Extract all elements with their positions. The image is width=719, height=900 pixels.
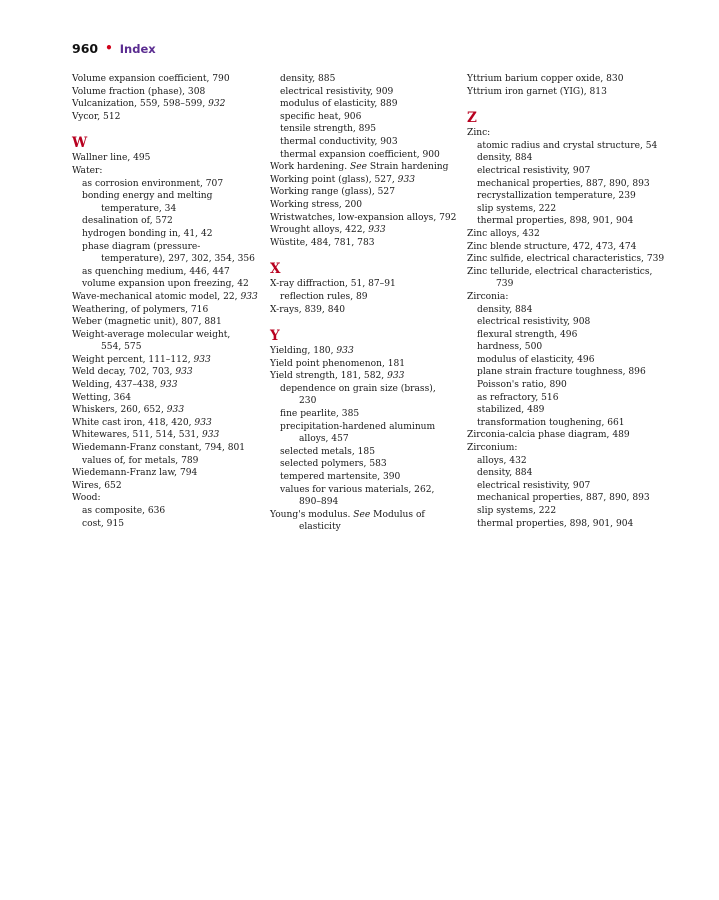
index-subentry: hardness, 500 [477, 342, 543, 353]
index-entry: Wrought alloys, 422, 933 [270, 225, 386, 236]
index-continuation: temperature, 34 [101, 203, 177, 214]
index-subentry: phase diagram (pressure- [82, 241, 201, 252]
index-subentry: thermal properties, 898, 901, 904 [477, 518, 634, 529]
index-entry: Young's modulus. See Modulus of [270, 509, 425, 520]
index-subentry: thermal expansion coefficient, 900 [280, 149, 440, 160]
index-subentry: thermal properties, 898, 901, 904 [477, 216, 634, 227]
index-entry: Weight-average molecular weight, [72, 329, 231, 340]
index-entry: Wristwatches, low-expansion alloys, 792 [270, 212, 457, 223]
index-entry: Zirconia: [467, 291, 509, 302]
index-entry: Zirconia-calcia phase diagram, 489 [467, 430, 630, 441]
index-subentry: volume expansion upon freezing, 42 [82, 279, 249, 290]
index-subentry: electrical resistivity, 909 [280, 86, 394, 97]
section-title: Index [119, 42, 156, 56]
index-entry: Yield point phenomenon, 181 [270, 358, 406, 369]
index-subentry: fine pearlite, 385 [280, 409, 360, 420]
index-subentry: bonding energy and melting [82, 191, 213, 202]
index-subentry: values of, for metals, 789 [82, 455, 199, 466]
index-entry: Vycor, 512 [72, 111, 121, 122]
index-column-2 [270, 73, 457, 534]
index-subentry: thermal conductivity, 903 [280, 136, 398, 147]
index-entry: Yielding, 180, 933 [270, 346, 354, 357]
index-entry: Yttrium barium copper oxide, 830 [467, 74, 624, 84]
index-entry: X-rays, 839, 840 [270, 304, 346, 315]
index-entry: Yield strength, 181, 582, 933 [270, 371, 405, 382]
index-entry: Working stress, 200 [270, 199, 363, 210]
bullet-separator: • [105, 41, 113, 55]
index-subentry: transformation toughening, 661 [477, 417, 625, 428]
index-entry: Water: [72, 165, 103, 176]
index-subentry: modulus of elasticity, 496 [477, 354, 595, 365]
index-entry: Zirconium: [467, 443, 518, 454]
index-entry: Wave-mechanical atomic model, 22, 933 [72, 291, 258, 302]
index-letter-heading: Y [270, 328, 280, 345]
index-entry: Zinc blende structure, 472, 473, 474 [467, 241, 637, 252]
index-subentry: selected metals, 185 [280, 446, 375, 457]
index-letter-heading: X [270, 261, 281, 278]
index-subentry: values for various materials, 262, [280, 484, 435, 495]
index-subentry: density, 884 [477, 153, 533, 164]
index-subentry: flexural strength, 496 [477, 329, 578, 340]
index-column-1 [72, 73, 258, 530]
index-subentry: Poisson's ratio, 890 [477, 380, 567, 391]
index-subentry: density, 884 [477, 468, 533, 479]
index-subentry: reflection rules, 89 [280, 291, 368, 302]
index-entry: Weathering, of polymers, 716 [72, 304, 209, 315]
index-subentry: recrystallization temperature, 239 [477, 191, 636, 202]
index-entry: Zinc telluride, electrical characteristics, [467, 266, 653, 277]
index-subentry: mechanical properties, 887, 890, 893 [477, 178, 650, 189]
index-continuation: 739 [496, 279, 514, 290]
index-subentry: electrical resistivity, 908 [477, 317, 591, 328]
index-subentry: modulus of elasticity, 889 [280, 99, 398, 110]
index-subentry: slip systems, 222 [477, 506, 557, 516]
index-subentry: specific heat, 906 [280, 111, 362, 122]
index-column-3 [467, 73, 665, 530]
index-entry: Weber (magnetic unit), 807, 881 [72, 317, 222, 328]
index-subentry: precipitation-hardened aluminum [280, 421, 436, 432]
index-entry: Vulcanization, 559, 598–599, 932 [72, 99, 226, 110]
index-subentry: slip systems, 222 [477, 203, 557, 214]
index-entry: Work hardening. See Strain hardening [270, 162, 449, 173]
page-header [72, 41, 156, 56]
index-subentry: selected polymers, 583 [280, 459, 387, 470]
page-number: 960 [72, 41, 99, 56]
index-subentry: stabilized, 489 [477, 405, 545, 416]
index-subentry: electrical resistivity, 907 [477, 165, 591, 176]
index-entry: Volume expansion coefficient, 790 [72, 74, 230, 84]
index-entry: Wiedemann-Franz law, 794 [72, 468, 198, 479]
index-continuation: 554, 575 [101, 342, 142, 353]
index-entry: White cast iron, 418, 420, 933 [72, 417, 212, 428]
index-continuation: 230 [299, 396, 317, 407]
index-subentry: tempered martensite, 390 [280, 472, 401, 483]
index-entry: Wetting, 364 [72, 392, 132, 403]
index-subentry: density, 885 [280, 74, 336, 84]
index-entry: Zinc alloys, 432 [467, 228, 540, 239]
index-entry: Wires, 652 [72, 480, 122, 491]
index-subentry: atomic radius and crystal structure, 54 [477, 140, 658, 151]
index-subentry: dependence on grain size (brass), [280, 383, 436, 394]
index-entry: Working point (glass), 527, 933 [270, 174, 416, 185]
index-continuation: temperature), 297, 302, 354, 356 [101, 254, 255, 265]
index-entry: Wood: [72, 493, 101, 504]
index-entry: Zinc: [467, 128, 491, 139]
index-subentry: as composite, 636 [82, 506, 166, 516]
index-entry: Whitewares, 511, 514, 531, 933 [72, 430, 220, 441]
index-entry: Working range (glass), 527 [270, 187, 395, 198]
index-continuation: elasticity [299, 522, 341, 533]
index-subentry: plane strain fracture toughness, 896 [477, 367, 646, 378]
index-entry: Yttrium iron garnet (YIG), 813 [467, 86, 607, 97]
index-subentry: hydrogen bonding in, 41, 42 [82, 228, 213, 239]
index-subentry: mechanical properties, 887, 890, 893 [477, 493, 650, 504]
index-continuation: 890–894 [299, 497, 339, 508]
index-entry: Wüstite, 484, 781, 783 [270, 237, 375, 248]
index-subentry: tensile strength, 895 [280, 124, 377, 135]
index-entry: X-ray diffraction, 51, 87–91 [270, 279, 396, 290]
index-subentry: cost, 915 [82, 518, 125, 529]
index-letter-heading: W [72, 135, 88, 152]
index-entry: Weight percent, 111–112, 933 [72, 354, 211, 365]
index-letter-heading: Z [467, 110, 477, 127]
index-entry: Weld decay, 702, 703, 933 [72, 367, 193, 378]
index-entry: Whiskers, 260, 652, 933 [72, 405, 185, 416]
index-subentry: desalination of, 572 [82, 216, 173, 227]
index-subentry: alloys, 432 [477, 455, 527, 466]
index-entry: Welding, 437–438, 933 [72, 380, 178, 391]
index-subentry: as refractory, 516 [477, 392, 559, 403]
index-continuation: alloys, 457 [299, 434, 349, 445]
index-subentry: electrical resistivity, 907 [477, 480, 591, 491]
index-entry: Volume fraction (phase), 308 [72, 86, 206, 97]
index-subentry: density, 884 [477, 304, 533, 315]
index-entry: Wiedemann-Franz constant, 794, 801 [72, 443, 246, 454]
index-subentry: as corrosion environment, 707 [82, 178, 224, 189]
index-entry: Zinc sulfide, electrical characteristics, 739 [467, 254, 665, 265]
index-subentry: as quenching medium, 446, 447 [82, 266, 230, 277]
index-entry: Wallner line, 495 [72, 153, 151, 164]
